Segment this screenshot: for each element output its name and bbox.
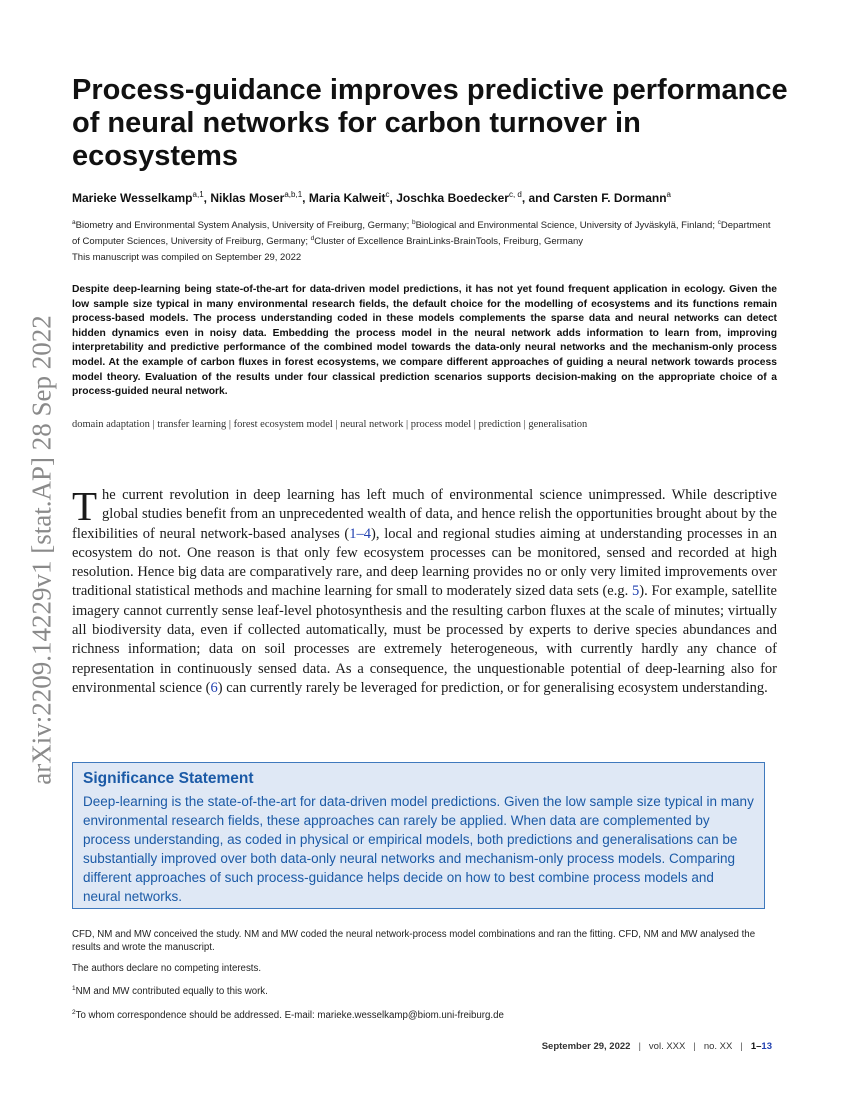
footnote-text: NM and MW contributed equally to this work. <box>75 986 268 998</box>
footnote-1 <box>72 983 777 999</box>
footnote-2 <box>72 1007 777 1023</box>
footer-separator: | <box>693 1041 696 1052</box>
citation-link[interactable]: 6 <box>210 679 218 696</box>
footer-page-dash: – <box>756 1041 762 1052</box>
significance-title: Significance Statement <box>83 770 254 787</box>
body-text-segment: ). For example, satellite imagery cannot currently sense leaf-level photosynthesis and the resulting carbon fluxes at the scale of minutes; virtually all biodiversity data, even if collected automatically, must be processed by experts to derive species abundances and richness information; data on soil processes are extremely heterogeneous, with currently hardly any chance of representation in continuously sensed data. As a consequence, the unquestionable potential of deep-learning also for environmental science ( <box>72 583 777 696</box>
page-footer <box>542 1041 772 1052</box>
author-affil-sup: a,1 <box>192 190 204 199</box>
citation-link[interactable]: 1–4 <box>349 525 372 542</box>
author-affil-sup: c, d <box>508 190 522 199</box>
footnote-text: To whom correspondence should be addressed. E-mail: marieke.wesselkamp@biom.uni-freiburg.de <box>75 1010 504 1022</box>
affil-sup: a <box>72 219 76 226</box>
significance-text: Deep-learning is the state-of-the-art for data-driven model predictions. Given the low sample size typical in many environmental research fields, these approaches can rarely be applied. When data are complemented by process understanding, as coded in physical or empirical models, both predictions and generalisations can be substantially improved over both data-only neural networks and mechanism-only process models. Comparing different approaches of such process-guidance helps decide on how to best combine process models and neural networks. <box>83 794 754 904</box>
author-affil-sup: c <box>385 190 390 199</box>
affiliation: Cluster of Excellence BrainLinks-BrainTools, Freiburg, Germany <box>314 236 584 248</box>
author-list: Marieke Wesselkamp$^{a,1}$, Niklas Moser$^{a,b,1}$, Maria Kalweit$^c$, Joschka Boedecker$^{c, d}$, and Carsten F. Dormann$^a$ <box>72 190 671 205</box>
footnotes <box>72 929 777 1031</box>
footer-separator: | <box>740 1041 743 1052</box>
author-name: Niklas Moser <box>210 191 285 205</box>
footer-page-last-link[interactable]: 13 <box>761 1041 772 1052</box>
footer-date: September 29, 2022 <box>541 1041 631 1052</box>
author-name: Carsten F. Dormann <box>553 191 667 205</box>
footer-volume: vol. XXX <box>648 1041 686 1052</box>
footer-issue: no. XX <box>703 1041 733 1052</box>
author-separator: , and <box>521 191 554 205</box>
competing-interests: The authors declare no competing interests. <box>72 962 262 974</box>
body-text-segment: ) can currently rarely be leveraged for prediction, or for generalising ecosystem understanding. <box>217 679 768 696</box>
affil-sup: c <box>717 219 721 226</box>
author-affil-sup: a <box>666 190 671 199</box>
paper-title: Process-guidance improves predictive performance of neural networks for carbon turnover in ecosystems <box>72 74 788 172</box>
significance-box <box>72 762 765 909</box>
affil-sup: d <box>310 235 315 243</box>
affiliation: Biological and Environmental Science, University of Jyväskylä, Finland; <box>415 220 715 232</box>
affiliations <box>72 216 772 248</box>
compiled-date: This manuscript was compiled on September 29, 2022 <box>72 252 302 263</box>
drop-cap: T <box>72 483 98 529</box>
body-text-segment: ), local and regional studies aiming at understanding processes in an ecosystem do not. One reason is that only few ecosystem processes can be monitored, sensed and recorded at high resolution. Hence big data are comparatively rare, and deep learning provides no or only very limited improvements over traditional statistical methods and machine learning for small to moderately sized data sets (e.g. <box>72 525 777 600</box>
footnote-marker: 1 <box>72 985 76 993</box>
footer-page-first: 1 <box>750 1041 757 1052</box>
author-affil-sup: a,b,1 <box>284 190 303 199</box>
arxiv-sidebar-stamp: arXiv:2209.14229v1 [stat.AP] 28 Sep 2022 <box>26 315 57 785</box>
citation-link[interactable]: 5 <box>632 583 640 600</box>
author-name: Marieke Wesselkamp <box>72 191 193 205</box>
affil-sup: b <box>411 219 416 226</box>
author-contributions: CFD, NM and MW conceived the study. NM and MW coded the neural network-process model combinations and ran the fitting. CFD, NM and MW analysed the results and wrote the manuscript. <box>72 929 756 953</box>
affiliation: Biometry and Environmental System Analysis, University of Freiburg, Germany; <box>75 220 410 232</box>
author-name: Maria Kalweit <box>308 191 386 205</box>
intro-paragraph <box>72 483 777 698</box>
body-text-segment: he current revolution in deep learning has left much of environmental science unimpressed. While descriptive global studies benefit from an unprecedented wealth of data, and hence relish the opportunities brought about by the flexibilities of neural network-based analyses ( <box>72 487 777 542</box>
footer-pages <box>751 1041 772 1052</box>
footnote-marker: 2 <box>72 1009 76 1017</box>
author-name: Joschka Boedecker <box>396 191 509 205</box>
keywords: domain adaptation | transfer learning | forest ecosystem model | neural network | process model | prediction | generalisation <box>72 419 588 430</box>
affiliation: Department of Computer Sciences, University of Freiburg, Germany; <box>72 220 771 248</box>
abstract: Despite deep-learning being state-of-the-art for data-driven model predictions, it has not yet found frequent application in ecology. Given the low sample size typical in many environmental research fields, the default choice for the modelling of ecosystems and its functions remain process-based models. The process understanding coded in these models complements the sparse data and neural networks can detect hidden dynamics even in noisy data. Embedding the process model in the neural network adds information to learn from, improving interpretability and predictive performance of the combined model towards the data-only neural networks and the mechanism-only process model. At the example of carbon fluxes in forest ecosystems, we compare different approaches of guiding a neural network towards process model theory. Evaluation of the results under four classical prediction scenarios supports decision-making on the appropriate choice of a process-guided neural network. <box>72 284 777 398</box>
footer-separator: | <box>638 1041 641 1052</box>
